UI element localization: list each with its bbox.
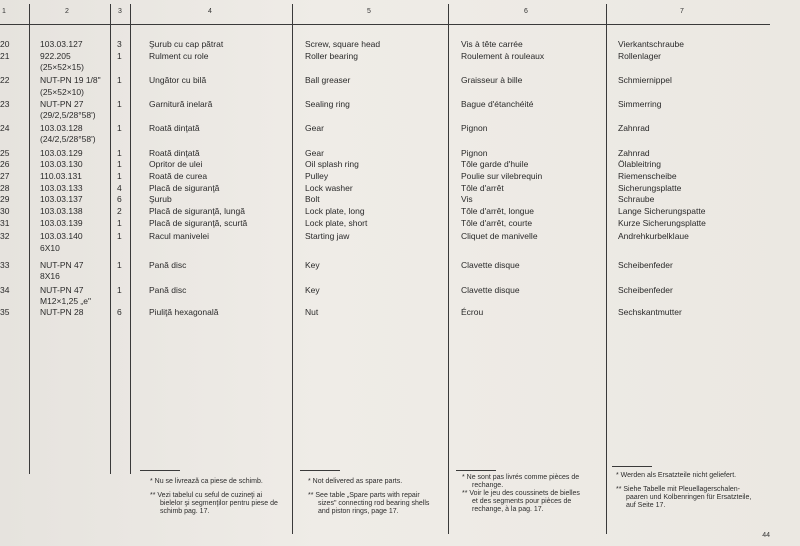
row-part-code: NUT-PN 19 1/8" <box>40 75 101 85</box>
row-name-fr: Tôle d'arrêt, longue <box>461 206 534 216</box>
row-name-ro: Placă de siguranţă <box>149 183 220 193</box>
row-part-code: 103.03.140 <box>40 231 83 241</box>
footnote-de-2a: ** Siehe Tabelle mit Pleuellagerschalen- <box>616 486 741 493</box>
footnote-en-2c: and piston rings, page 17. <box>318 508 399 515</box>
row-name-fr: Roulement à rouleaux <box>461 51 545 61</box>
row-name-de: Andrehkurbelklaue <box>618 231 689 241</box>
row-part-code: 103.03.137 <box>40 194 83 204</box>
row-quantity: 2 <box>117 206 122 216</box>
row-position: 21 <box>0 51 10 61</box>
row-name-de: Kurze Sicherungsplatte <box>618 218 706 228</box>
column-header-3: 3 <box>118 8 122 15</box>
row-part-code: (29/2,5/28°58') <box>40 110 96 120</box>
row-name-en: Gear <box>305 123 324 133</box>
footnote-ro-2a: ** Vezi tabelul cu seful de cuzineţi ai <box>150 492 263 499</box>
row-name-fr: Bague d'étanchéité <box>461 99 534 109</box>
row-name-fr: Pignon <box>461 123 488 133</box>
column-header-6: 6 <box>524 8 528 15</box>
row-part-code: 103.03.138 <box>40 206 83 216</box>
column-divider <box>110 4 111 474</box>
column-header-4: 4 <box>208 8 212 15</box>
row-position: 29 <box>0 194 10 204</box>
row-quantity: 1 <box>117 75 122 85</box>
column-header-2: 2 <box>65 8 69 15</box>
row-part-code: NUT-PN 27 <box>40 99 84 109</box>
column-header-1: 1 <box>2 8 6 15</box>
footnote-fr-1a: * Ne sont pas livrés comme pièces de <box>462 474 580 481</box>
footnote-fr-1b: rechange. <box>472 482 504 489</box>
row-part-code: (24/2,5/28°58') <box>40 134 96 144</box>
footnote-fr-2a: ** Voir le jeu des coussinets de bielles <box>462 490 580 497</box>
row-name-de: Rollenlager <box>618 51 661 61</box>
row-name-ro: Pană disc <box>149 285 187 295</box>
footnote-en-2b: sizes" connecting rod bearing shells <box>318 500 430 507</box>
row-position: 33 <box>0 260 10 270</box>
row-name-fr: Clavette disque <box>461 285 520 295</box>
row-part-code: 103.03.127 <box>40 39 83 49</box>
footnote-ro-2b: bielelor şi segmenţilor pentru piese de <box>160 500 278 507</box>
footnote-de-1: * Werden als Ersatzteile nicht geliefert. <box>616 472 737 479</box>
row-name-ro: Pană disc <box>149 260 187 270</box>
row-name-de: Schraube <box>618 194 655 204</box>
row-position: 22 <box>0 75 10 85</box>
footnote-en-2a: ** See table „Spare parts with repair <box>308 492 420 499</box>
row-name-fr: Cliquet de manivelle <box>461 231 538 241</box>
row-name-fr: Poulie sur vilebrequin <box>461 171 543 181</box>
row-name-fr: Tôle garde d'huile <box>461 159 529 169</box>
header-rule <box>0 24 770 25</box>
row-name-de: Sicherungsplatte <box>618 183 682 193</box>
row-name-fr: Tôle d'arrêt <box>461 183 504 193</box>
row-part-code: 103.03.130 <box>40 159 83 169</box>
row-name-de: Zahnrad <box>618 123 650 133</box>
row-position: 28 <box>0 183 10 193</box>
row-name-fr: Écrou <box>461 307 484 317</box>
column-divider <box>606 4 607 534</box>
row-position: 26 <box>0 159 10 169</box>
footnote-fr-2b: et des segments pour pièces de <box>472 498 572 505</box>
row-name-ro: Placă de siguranţă, lungă <box>149 206 245 216</box>
bleed-through-text <box>150 48 770 468</box>
column-divider <box>130 4 131 474</box>
page-number: 44 <box>762 532 770 539</box>
row-quantity: 4 <box>117 183 122 193</box>
row-part-code: (25×52×15) <box>40 62 84 72</box>
row-name-fr: Clavette disque <box>461 260 520 270</box>
row-name-ro: Ungător cu bilă <box>149 75 207 85</box>
column-header-7: 7 <box>680 8 684 15</box>
row-name-ro: Şurub cu cap pătrat <box>149 39 224 49</box>
row-name-de: Scheibenfeder <box>618 260 673 270</box>
row-position: 30 <box>0 206 10 216</box>
row-quantity: 1 <box>117 285 122 295</box>
column-header-5: 5 <box>367 8 371 15</box>
row-quantity: 1 <box>117 159 122 169</box>
row-name-de: Ölableitring <box>618 159 661 169</box>
row-position: 34 <box>0 285 10 295</box>
footnote-rule <box>300 470 340 471</box>
footnote-ro-2c: schimb pag. 17. <box>160 508 210 515</box>
row-quantity: 1 <box>117 171 122 181</box>
row-quantity: 1 <box>117 260 122 270</box>
row-name-ro: Şurub <box>149 194 172 204</box>
row-name-de: Riemenscheibe <box>618 171 677 181</box>
row-quantity: 1 <box>117 231 122 241</box>
row-name-en: Key <box>305 285 320 295</box>
row-part-code: 8X16 <box>40 271 60 281</box>
row-position: 31 <box>0 218 10 228</box>
row-name-fr: Graisseur à bille <box>461 75 523 85</box>
row-name-en: Starting jaw <box>305 231 350 241</box>
row-part-code: NUT-PN 47 <box>40 285 84 295</box>
row-quantity: 1 <box>117 99 122 109</box>
row-name-ro: Rulment cu role <box>149 51 209 61</box>
row-part-code: NUT-PN 47 <box>40 260 84 270</box>
row-name-ro: Roată de curea <box>149 171 208 181</box>
footnote-rule <box>456 470 496 471</box>
row-quantity: 1 <box>117 218 122 228</box>
row-name-ro: Opritor de ulei <box>149 159 203 169</box>
footnote-en-1: * Not delivered as spare parts. <box>308 478 403 485</box>
row-part-code: 103.03.139 <box>40 218 83 228</box>
row-name-en: Pulley <box>305 171 329 181</box>
row-name-en: Sealing ring <box>305 99 350 109</box>
row-quantity: 1 <box>117 51 122 61</box>
column-divider <box>292 4 293 534</box>
row-name-en: Lock washer <box>305 183 353 193</box>
row-name-ro: Placă de siguranţă, scurtă <box>149 218 248 228</box>
row-quantity: 1 <box>117 148 122 158</box>
row-name-en: Bolt <box>305 194 320 204</box>
row-part-code: 922.205 <box>40 51 71 61</box>
row-name-de: Vierkantschraube <box>618 39 684 49</box>
row-part-code: 103.03.129 <box>40 148 83 158</box>
footnote-rule <box>612 466 652 467</box>
row-part-code: NUT-PN 28 <box>40 307 84 317</box>
row-part-code: (25×52×10) <box>40 87 84 97</box>
row-quantity: 6 <box>117 307 122 317</box>
row-name-en: Key <box>305 260 320 270</box>
row-position: 25 <box>0 148 10 158</box>
row-name-ro: Garnitură inelară <box>149 99 213 109</box>
row-name-de: Scheibenfeder <box>618 285 673 295</box>
row-name-ro: Racul manivelei <box>149 231 209 241</box>
row-name-en: Lock plate, short <box>305 218 368 228</box>
row-position: 27 <box>0 171 10 181</box>
footnote-rule <box>140 470 180 471</box>
row-quantity: 3 <box>117 39 122 49</box>
footnote-de-2c: auf Seite 17. <box>626 502 666 509</box>
row-name-fr: Tôle d'arrêt, courte <box>461 218 533 228</box>
row-quantity: 6 <box>117 194 122 204</box>
footnote-ro-1: * Nu se livrează ca piese de schimb. <box>150 478 263 485</box>
column-divider <box>448 4 449 534</box>
column-divider <box>29 4 30 474</box>
row-name-de: Sechskantmutter <box>618 307 682 317</box>
row-name-en: Gear <box>305 148 324 158</box>
row-name-en: Oil splash ring <box>305 159 359 169</box>
row-position: 24 <box>0 123 10 133</box>
row-part-code: M12×1,25 „e" <box>40 296 91 306</box>
row-name-en: Nut <box>305 307 319 317</box>
row-part-code: 103.03.128 <box>40 123 83 133</box>
row-name-fr: Vis à tête carrée <box>461 39 523 49</box>
row-part-code: 103.03.133 <box>40 183 83 193</box>
row-name-en: Ball greaser <box>305 75 351 85</box>
row-name-en: Screw, square head <box>305 39 381 49</box>
row-name-ro: Roată dinţată <box>149 123 200 133</box>
row-name-ro: Roată dinţată <box>149 148 200 158</box>
row-position: 23 <box>0 99 10 109</box>
row-name-de: Lange Sicherungspatte <box>618 206 706 216</box>
row-name-de: Zahnrad <box>618 148 650 158</box>
footnote-de-2b: paaren und Kolbenringen für Ersatzteile, <box>626 494 752 501</box>
row-name-fr: Pignon <box>461 148 488 158</box>
row-name-en: Roller bearing <box>305 51 358 61</box>
row-position: 32 <box>0 231 10 241</box>
row-name-ro: Piuliţă hexagonală <box>149 307 219 317</box>
row-position: 20 <box>0 39 10 49</box>
footnote-fr-2c: rechange, à la pag. 17. <box>472 506 544 513</box>
row-name-de: Schmiernippel <box>618 75 672 85</box>
row-name-en: Lock plate, long <box>305 206 365 216</box>
row-part-code: 110.03.131 <box>40 171 82 181</box>
row-quantity: 1 <box>117 123 122 133</box>
row-name-fr: Vis <box>461 194 473 204</box>
row-name-de: Simmerring <box>618 99 662 109</box>
row-part-code: 6X10 <box>40 243 60 253</box>
row-position: 35 <box>0 307 10 317</box>
